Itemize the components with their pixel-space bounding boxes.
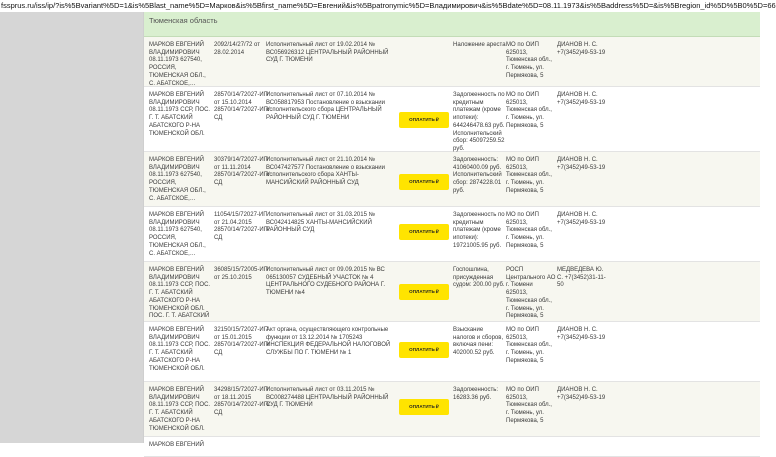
document-cell: Акт органа, осуществляющего контрольные функции от 13.12.2014 № 1705243 ИНСПЕКЦИЯ ФЕДЕРАЛЬНОЙ НАЛОГОВОЙ СЛУЖБЫ ПО Г. ТЮМЕНИ № 1: [266, 327, 391, 357]
pay-cell: [399, 399, 449, 415]
proceeding-number-cell: 28570/14/72027-ИП от 15.10.2014 28570/14/72027-ИП/СД: [214, 92, 270, 122]
proceeding-number-cell: 34298/15/72027-ИП от 18.11.2015 28570/14/72027-ИП/СД: [214, 387, 270, 417]
department-cell: МО по ОИП 625013, Тюменская обл., г. Тюмень, ул. Пермякова, 5: [506, 92, 552, 129]
proceeding-number-cell: 11054/15/72027-ИП от 21.04.2015 28570/14/72027-ИП/СД: [214, 212, 270, 242]
region-header: Тюменская область: [144, 12, 760, 37]
url-text: fssprus.ru/iss/ip/?is%5Bvariant%5D=1&is%5Blast_name%5D=Марков&is%5Bfirst_name%5D=Евгений&is%5Bpatronymic%5D=Владимирович&is%5Bdate%5D=08.11.1973&is%5Baddress%5D=&is%5Bregion_id%5D%5B0%5D=66: [1, 1, 776, 10]
debtor-cell: МАРКОВ ЕВГЕНИЙ ВЛАДИМИРОВИЧ 08.11.1973 627540, РОССИЯ, ТЮМЕНСКАЯ ОБЛ., С. АБАТСКОЕ,…: [149, 212, 206, 257]
document-cell: Исполнительный лист от 31.03.2015 № ВС042414825 ХАНТЫ-МАНСИЙСКИЙ РАЙОННЫЙ СУД: [266, 212, 376, 234]
department-cell: РОСП Центрального АО г. Тюмени 625013, Тюменская обл., г. Тюмень, ул. Пермякова, 5: [506, 267, 556, 320]
pay-cell: [399, 284, 449, 300]
document-cell: Исполнительный лист от 03.11.2015 № ВС008274488 ЦЕНТРАЛЬНЫЙ РАЙОННЫЙ СУД Г. ТЮМЕНИ: [266, 387, 389, 409]
debtor-cell: МАРКОВ ЕВГЕНИЙ ВЛАДИМИРОВИЧ 08.11.1973 627540, РОССИЯ, ТЮМЕНСКАЯ ОБЛ., С. АБАТСКОЕ,…: [149, 157, 206, 202]
subject-cell: Задолженность: 16283.36 руб.: [453, 387, 499, 401]
ruble-icon: ₽: [435, 404, 439, 409]
pay-cell: [399, 224, 449, 240]
table-row: [144, 437, 760, 457]
document-cell: Исполнительный лист от 09.09.2015 № ВС 065130057 СУДЕБНЫЙ УЧАСТОК № 4 ЦЕНТРАЛЬНОГО СУДЕБНОГО РАЙОНА Г. ТЮМЕНИ №4: [266, 267, 385, 297]
subject-cell: Задолженность: 41060400.09 руб. Исполнительский сбор: 2874228.01 руб.: [453, 157, 502, 194]
debtor-cell: МАРКОВ ЕВГЕНИЙ ВЛАДИМИРОВИЧ 08.11.1973 ССР, ПОС. Г. Т. АБАТСКИЙ АБАТСКОГО Р-НА ТЮМЕНСКОЙ ОБЛ.: [149, 92, 211, 137]
department-cell: МО по ОИП 625013, Тюменская обл., г. Тюмень, ул. Пермякова, 5: [506, 42, 552, 79]
bailiff-cell: ДИАНОВ Н. С. +7(3452)49-53-19: [557, 92, 606, 106]
pay-cell: [399, 174, 449, 190]
document-cell: Исполнительный лист от 19.02.2014 № ВС056926312 ЦЕНТРАЛЬНЫЙ РАЙОННЫЙ СУД Г. ТЮМЕНИ: [266, 42, 389, 64]
ruble-icon: ₽: [435, 179, 439, 184]
table-row: [144, 152, 760, 207]
pay-button[interactable]: [399, 284, 449, 300]
pay-button-label: ОПЛАТИТЬ: [409, 179, 435, 184]
pay-button-label: ОПЛАТИТЬ: [409, 117, 435, 122]
pay-cell: [399, 112, 449, 128]
pay-button-label: ОПЛАТИТЬ: [409, 229, 435, 234]
bailiff-cell: ДИАНОВ Н. С. +7(3452)49-53-19: [557, 327, 606, 341]
department-cell: МО по ОИП 625013, Тюменская обл., г. Тюмень, ул. Пермякова, 5: [506, 157, 552, 194]
table-row: [144, 37, 760, 87]
subject-cell: Взыскание налогов и сборов, включая пени: 402000.52 руб.: [453, 327, 504, 357]
address-bar[interactable]: [0, 0, 776, 12]
pay-button[interactable]: [399, 342, 449, 358]
pay-button-label: ОПЛАТИТЬ: [409, 289, 435, 294]
table-row: [144, 207, 760, 262]
ruble-icon: ₽: [435, 229, 439, 234]
subject-cell: Госпошлина, присужденная судом: 200.00 руб.: [453, 267, 505, 289]
pay-cell: [399, 342, 449, 358]
bailiff-cell: ДИАНОВ Н. С. +7(3452)49-53-19: [557, 157, 606, 171]
pay-button[interactable]: [399, 224, 449, 240]
proceeding-number-cell: 32150/15/72027-ИП от 15.01.2015 28570/14/72027-ИП/СД: [214, 327, 270, 357]
ruble-icon: ₽: [435, 117, 439, 122]
bailiff-cell: ДИАНОВ Н. С. +7(3452)49-53-19: [557, 212, 606, 226]
document-cell: Исполнительный лист от 21.10.2014 № ВС047427577 Постановление о взыскании исполнительского сбора ХАНТЫ-МАНСИЙСКИЙ РАЙОННЫЙ СУД: [266, 157, 386, 187]
bailiff-cell: ДИАНОВ Н. С. +7(3452)49-53-19: [557, 387, 606, 401]
pay-button[interactable]: [399, 112, 449, 128]
department-cell: МО по ОИП 625013, Тюменская обл., г. Тюмень, ул. Пермякова, 5: [506, 327, 552, 364]
debtor-cell: МАРКОВ ЕВГЕНИЙ ВЛАДИМИРОВИЧ 08.11.1973 ССР, ПОС. Г. Т. АБАТСКИЙ АБАТСКОГО Р-НА ТЮМЕНСКОЙ ОБЛ.: [149, 387, 211, 432]
proceeding-number-cell: 30379/14/72027-ИП от 11.11.2014 28570/14/72027-ИП/СД: [214, 157, 270, 187]
debtor-cell: МАРКОВ ЕВГЕНИЙ ВЛАДИМИРОВИЧ 08.11.1973 627540, РОССИЯ, ТЮМЕНСКАЯ ОБЛ., С. АБАТСКОЕ,…: [149, 42, 206, 87]
ruble-icon: ₽: [435, 289, 439, 294]
debtor-cell: МАРКОВ ЕВГЕНИЙ ВЛАДИМИРОВИЧ 08.11.1973 ССР, ПОС. Г. Т. АБАТСКИЙ АБАТСКОГО Р-НА ТЮМЕНСКОЙ ОБЛ. ПОС. Г. Т. АБАТСКИЙ: [149, 267, 211, 320]
debtor-cell: МАРКОВ ЕВГЕНИЙ: [149, 442, 204, 448]
pay-button-label: ОПЛАТИТЬ: [409, 404, 435, 409]
debtor-cell: МАРКОВ ЕВГЕНИЙ ВЛАДИМИРОВИЧ 08.11.1973 ССР, ПОС. Г. Т. АБАТСКИЙ АБАТСКОГО Р-НА ТЮМЕНСКОЙ ОБЛ.: [149, 327, 211, 372]
results-table: [143, 12, 760, 448]
document-cell: Исполнительный лист от 07.10.2014 № ВС058817953 Постановление о взыскании исполнительского сбора ЦЕНТРАЛЬНЫЙ РАЙОННЫЙ СУД Г. ТЮМЕНИ: [266, 92, 386, 122]
department-cell: МО по ОИП 625013, Тюменская обл., г. Тюмень, ул. Пермякова, 5: [506, 212, 552, 249]
pay-button[interactable]: [399, 174, 449, 190]
bailiff-cell: ДИАНОВ Н. С. +7(3452)49-53-19: [557, 42, 606, 56]
pay-button[interactable]: [399, 399, 449, 415]
bailiff-cell: МЕДВЕДЕВА Ю. С. +7(3452)31-11-50: [557, 267, 606, 289]
proceeding-number-cell: 36085/15/72005-ИП от 25.10.2015: [214, 267, 268, 281]
proceeding-number-cell: 2092/14/27/72 от 28.02.2014: [214, 42, 260, 56]
subject-cell: Наложение ареста: [453, 42, 506, 48]
department-cell: МО по ОИП 625013, Тюменская обл., г. Тюмень, ул. Пермякова, 5: [506, 387, 552, 424]
subject-cell: Задолженность по кредитным платежам (кроме ипотеки): 19721005.95 руб.: [453, 212, 505, 249]
table-row: [144, 382, 760, 437]
table-row: [144, 262, 760, 322]
results-rows: [144, 37, 760, 457]
table-row: [144, 322, 760, 382]
ruble-icon: ₽: [435, 347, 439, 352]
pay-button-label: ОПЛАТИТЬ: [409, 347, 435, 352]
subject-cell: Задолженность по кредитным платежам (кроме ипотеки): 644246478.63 руб. Исполнительский сбор: 45097259.52 руб.: [453, 92, 505, 152]
table-row: [144, 87, 760, 152]
